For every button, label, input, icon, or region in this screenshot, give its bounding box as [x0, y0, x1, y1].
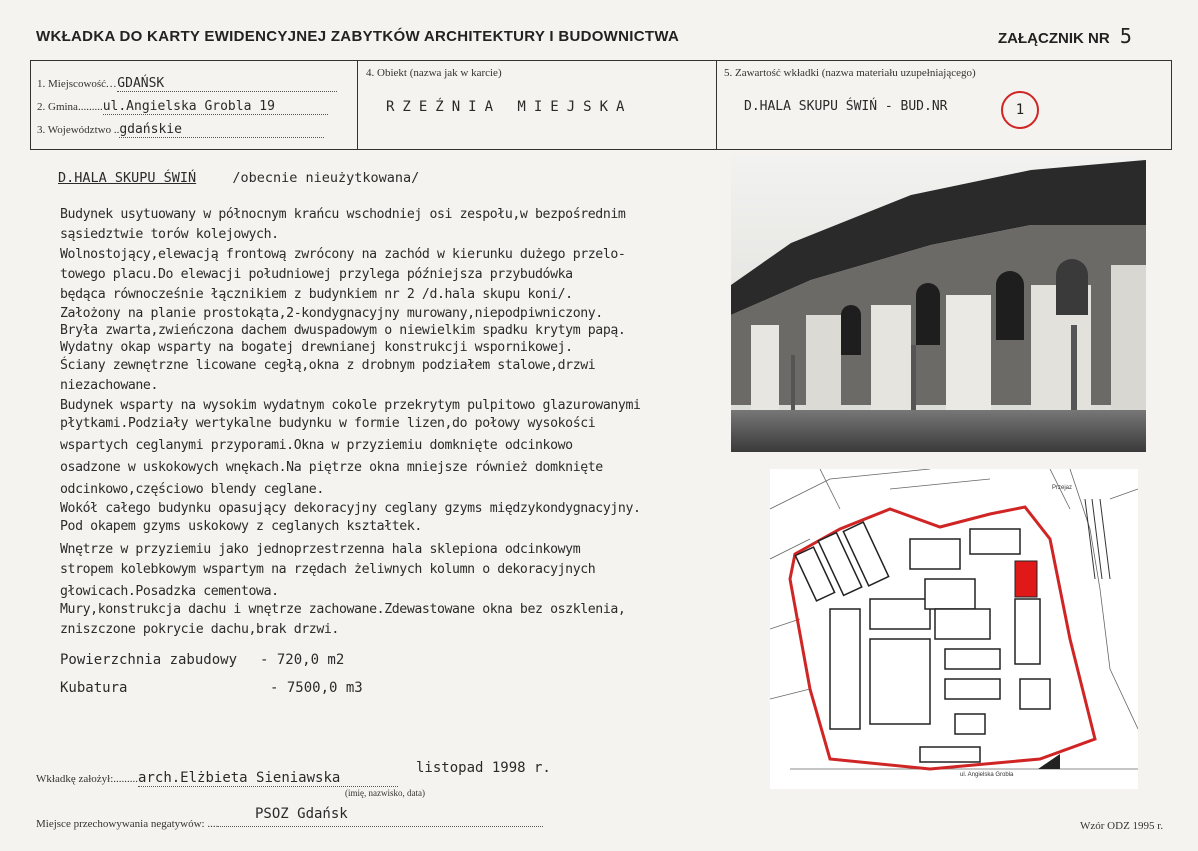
form-box — [30, 60, 1172, 150]
body-line: niezachowane. — [60, 378, 159, 393]
body-line: wspartych ceglanymi przyporami.Okna w przyziemiu domknięte odcinkowo — [60, 438, 573, 453]
body-line: będąca równocześnie łącznikiem z budynkiem nr 2 /d.hala skupu koni/. — [60, 287, 573, 302]
body-line: zniszczone pokrycie dachu,brak drzwi. — [60, 622, 339, 637]
body-line: Wnętrze w przyziemiu jako jednoprzestrzenna hala sklepiona odcinkowym — [60, 542, 581, 557]
date-field — [416, 760, 551, 776]
annex-label — [998, 24, 1132, 48]
body-line: osadzone w uskokowych wnękach.Na piętrze okna mniejsze również domknięte — [60, 460, 603, 475]
author-row: Wkładkę założył:.........arch.Elżbieta Sieniawska — [36, 770, 398, 787]
highlighted-building — [1015, 561, 1037, 597]
miejscowosc-value: GDAŃSK — [117, 76, 337, 92]
building-photo-image — [731, 155, 1146, 452]
body-line: Ściany zewnętrzne licowane cegłą,okna z drobnym podziałem stalowe,drzwi — [60, 358, 596, 373]
site-plan — [770, 469, 1138, 789]
body-line: Pod okapem gzyms uskokowy z ceglanych kształtek. — [60, 519, 422, 534]
wojewodztwo-field: 3. Województwo ..gdańskie — [37, 122, 324, 138]
annex-number: 5 — [1119, 24, 1132, 48]
body-line: Wokół całego budynku opasujący dekoracyjny ceglany gzyms międzykondygnacyjny. — [60, 501, 641, 516]
body-line: Mury,konstrukcja dachu i wnętrze zachowane.Zdewastowane okna bez oszklenia, — [60, 602, 626, 617]
obiekt-label: 4. Obiekt (nazwa jak w karcie) — [366, 67, 502, 79]
storage-row: Miejsce przechowywania negatywów: .... — [36, 818, 543, 830]
volume-label: Kubatura — [60, 680, 128, 696]
form-divider-2 — [716, 61, 717, 149]
volume-value: - 7500,0 m3 — [270, 680, 363, 696]
building-photo — [731, 155, 1146, 452]
body-line: Budynek wsparty na wysokim wydatnym cokole przekrytym pulpitowo glazurowanymi — [60, 398, 641, 413]
date-value: listopad 1998 r. — [416, 760, 551, 776]
body-line: Bryła zwarta,zwieńczona dachem dwuspadowym o niewielkim spadku krytym papą. — [60, 323, 626, 338]
body-line: głowicach.Posadzka cementowa. — [60, 584, 279, 599]
storage-value: PSOZ Gdańsk — [255, 806, 348, 822]
body-title-note: /obecnie nieużytkowana/ — [232, 170, 420, 186]
zawartosc-value: D.HALA SKUPU ŚWIŃ - BUD.NR — [744, 99, 948, 114]
body-line: Wydatny okap wsparty na bogatej drewnianej konstrukcji wspornikowej. — [60, 340, 573, 355]
storage-label: Miejsce przechowywania negatywów: — [36, 818, 205, 830]
gmina-value: ul.Angielska Grobla 19 — [103, 99, 328, 115]
area-row — [60, 652, 345, 668]
gmina-field: 2. Gmina.........ul.Angielska Grobla 19 — [37, 99, 328, 115]
storage-value-wrap — [255, 806, 348, 822]
wojewodztwo-label: 3. Województwo — [37, 124, 112, 136]
circled-number: 1 — [1001, 91, 1039, 129]
annex-label-text: ZAŁĄCZNIK NR — [998, 30, 1110, 47]
form-divider-1 — [357, 61, 358, 149]
obiekt-value: RZEŹNIA MIEJSKA — [386, 99, 633, 115]
author-caption: (imię, nazwisko, data) — [345, 788, 425, 798]
document-title: WKŁADKA DO KARTY EWIDENCYJNEJ ZABYTKÓW ARCHITEKTURY I BUDOWNICTWA — [36, 28, 680, 45]
volume-row — [60, 680, 363, 696]
area-label: Powierzchnia zabudowy — [60, 652, 238, 668]
body-line: stropem kolebkowym wspartym na rzędach żeliwnych kolumn o dekoracyjnych — [60, 562, 596, 577]
body-title-line — [58, 170, 419, 186]
gmina-label: 2. Gmina — [37, 101, 78, 113]
body-line: Założony na planie prostokąta,2-kondygnacyjny murowany,niepodpiwniczony. — [60, 306, 603, 321]
plan-street-top: Przejaz — [1052, 485, 1073, 491]
body-line: płytkami.Podziały wertykalne budynku w formie lizen,do połowy wysokości — [60, 416, 596, 431]
zawartosc-label: 5. Zawartość wkładki (nazwa materiału uzupełniającego) — [724, 67, 976, 79]
miejscowosc-label: 1. Miejscowość — [37, 78, 107, 90]
wojewodztwo-value: gdańskie — [119, 122, 324, 138]
author-value: arch.Elżbieta Sieniawska — [138, 770, 398, 787]
body-line: Budynek usytuowany w północnym krańcu wschodniej osi zespołu,w bezpośrednim — [60, 207, 626, 222]
miejscowosc-field: 1. Miejscowość...GDAŃSK — [37, 76, 337, 92]
body-line: Wolnostojący,elewacją frontową zwrócony na zachód w kierunku dużego przelo- — [60, 247, 626, 262]
site-plan-map — [770, 469, 1138, 789]
author-label: Wkładkę założył: — [36, 773, 114, 785]
body-title: D.HALA SKUPU ŚWIŃ — [58, 170, 197, 186]
body-line: sąsiedztwie torów kolejowych. — [60, 227, 279, 242]
plan-street-bottom: ul. Angielska Grobla — [960, 772, 1014, 778]
body-line: odcinkowo,częściowo blendy ceglane. — [60, 482, 324, 497]
template-label: Wzór ODZ 1995 r. — [1080, 820, 1164, 832]
body-line: towego placu.Do elewacji południowej przylega późniejsza przybudówka — [60, 267, 573, 282]
area-value: - 720,0 m2 — [260, 652, 345, 668]
